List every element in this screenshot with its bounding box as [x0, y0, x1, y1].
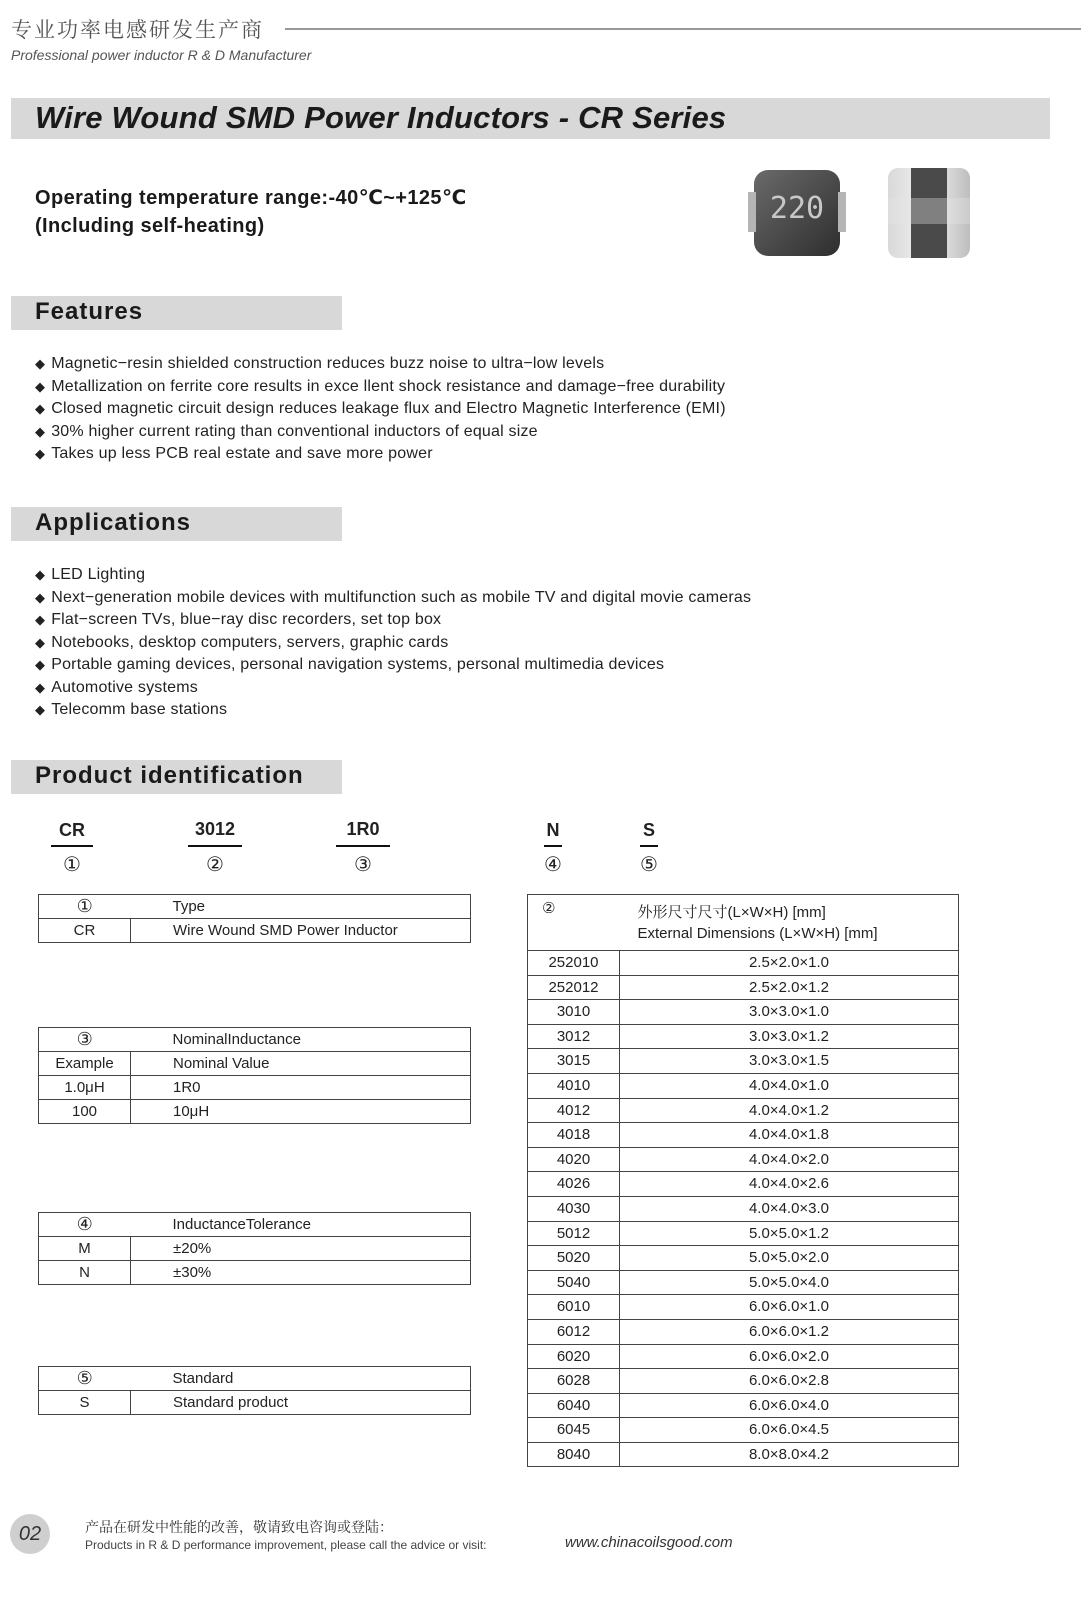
standard-table	[38, 1366, 471, 1415]
table-header-row: ② 外形尺寸尺寸(L×W×H) [mm] External Dimensions (L×W×H) [mm]	[528, 895, 959, 951]
dimension-code: 252010	[528, 951, 620, 976]
table-row	[528, 1024, 959, 1049]
list-item: ◆ Automotive systems	[35, 678, 198, 696]
table-row	[528, 1000, 959, 1025]
operating-temperature: Operating temperature range:-40℃~+125℃	[35, 187, 467, 209]
table-row: M ±20%	[39, 1237, 471, 1261]
diamond-bullet-icon: ◆	[35, 702, 46, 717]
dimension-code: 5020	[528, 1246, 620, 1271]
footer-english-note: Products in R & D performance improvement, please call the advice or visit:	[85, 1538, 487, 1552]
dimension-code: 4012	[528, 1098, 620, 1123]
list-item: ◆ Takes up less PCB real estate and save more power	[35, 445, 433, 462]
table-row	[528, 1418, 959, 1443]
applications-heading: Applications	[35, 509, 192, 536]
footer-chinese-note: 产品在研发中性能的改善，敬请致电咨询或登陆：	[85, 1520, 393, 1536]
diamond-bullet-icon: ◆	[35, 401, 46, 416]
list-item: ◆ Portable gaming devices, personal navigation systems, personal multimedia devices	[35, 656, 665, 673]
applications-list	[35, 564, 751, 722]
dimension-code: 3012	[528, 1024, 620, 1049]
dimension-code: 6045	[528, 1418, 620, 1443]
diamond-bullet-icon: ◆	[35, 589, 46, 605]
id-code-inductance: 1R0	[346, 819, 380, 839]
table-header-row: ① Type	[39, 895, 471, 919]
id-num: ⑤	[640, 852, 658, 876]
dimension-code: 5040	[528, 1270, 620, 1295]
table-header-row: ⑤ Standard	[39, 1367, 471, 1391]
id-code-size: 3012	[194, 819, 236, 839]
diamond-bullet-icon: ◆	[35, 657, 46, 672]
table-row	[528, 1270, 959, 1295]
table-row: S Standard product	[39, 1391, 471, 1415]
table-row	[528, 1221, 959, 1246]
dimension-value: 3.0×3.0×1.2	[620, 1024, 959, 1049]
list-item: ◆ Metallization on ferrite core results in exce llent shock resistance and damage−free durability	[35, 377, 726, 395]
table-row	[528, 1196, 959, 1221]
dimension-code: 5012	[528, 1221, 620, 1246]
diamond-bullet-icon: ◆	[35, 446, 46, 461]
type-table	[38, 894, 471, 943]
dimension-value: 4.0×4.0×3.0	[620, 1196, 959, 1221]
table-row: Example Nominal Value	[39, 1052, 471, 1076]
dimension-code: 4010	[528, 1073, 620, 1098]
table-row	[528, 1344, 959, 1369]
dimension-rows	[528, 951, 959, 1467]
dimension-value: 6.0×6.0×1.2	[620, 1319, 959, 1344]
footer-website-link[interactable]: www.chinacoilsgood.com	[565, 1534, 733, 1551]
table-row	[528, 1295, 959, 1320]
list-item: ◆ 30% higher current rating than conventional inductors of equal size	[35, 422, 538, 440]
dimension-value: 6.0×6.0×4.5	[620, 1418, 959, 1443]
diamond-bullet-icon: ◆	[35, 356, 46, 371]
table-row	[528, 1073, 959, 1098]
dimension-value: 4.0×4.0×2.0	[620, 1147, 959, 1172]
table-row	[528, 1147, 959, 1172]
table-row	[528, 951, 959, 976]
list-item: ◆ Closed magnetic circuit design reduces leakage flux and Electro Magnetic Interference (EMI)	[35, 400, 726, 417]
table-header-row: ③ NominalInductance	[39, 1028, 471, 1052]
id-num: ④	[544, 852, 562, 876]
id-num: ③	[354, 852, 372, 876]
list-item: ◆ Flat−screen TVs, blue−ray disc recorders, set top box	[35, 611, 442, 628]
dimension-value: 5.0×5.0×1.2	[620, 1221, 959, 1246]
dimension-code: 4018	[528, 1123, 620, 1148]
dimension-code: 6012	[528, 1319, 620, 1344]
diamond-bullet-icon: ◆	[35, 612, 46, 627]
id-underline	[544, 845, 562, 847]
diamond-bullet-icon: ◆	[35, 567, 46, 582]
diamond-bullet-icon: ◆	[35, 679, 46, 695]
product-photo	[748, 158, 983, 268]
table-row	[528, 975, 959, 1000]
header-rule	[285, 28, 1081, 30]
dimension-value: 6.0×6.0×2.0	[620, 1344, 959, 1369]
dimension-value: 4.0×4.0×1.0	[620, 1073, 959, 1098]
features-list	[35, 353, 726, 466]
dimension-value: 6.0×6.0×1.0	[620, 1295, 959, 1320]
dimension-value: 8.0×8.0×4.2	[620, 1442, 959, 1467]
dimension-code: 6040	[528, 1393, 620, 1418]
operating-note: (Including self-heating)	[35, 215, 265, 237]
list-item: ◆ Next−generation mobile devices with multifunction such as mobile TV and digital movie cameras	[35, 588, 752, 606]
header-english-slogan: Professional power inductor R & D Manufacturer	[11, 47, 312, 63]
list-item: ◆ Notebooks, desktop computers, servers, graphic cards	[35, 633, 449, 651]
dimension-code: 3015	[528, 1049, 620, 1074]
table-row	[528, 1049, 959, 1074]
dimension-value: 4.0×4.0×1.2	[620, 1098, 959, 1123]
id-underline	[188, 845, 242, 847]
table-row	[528, 1172, 959, 1197]
inductor-top-view	[748, 170, 846, 256]
diamond-bullet-icon: ◆	[35, 423, 46, 439]
diamond-bullet-icon: ◆	[35, 378, 46, 394]
dimension-header: 外形尺寸尺寸(L×W×H) [mm] External Dimensions (L×W×H) [mm]	[620, 895, 959, 951]
table-row	[528, 1319, 959, 1344]
id-underline	[640, 845, 658, 847]
table-row	[528, 1393, 959, 1418]
inductor-marking: 220	[769, 191, 825, 226]
dimension-value: 4.0×4.0×2.6	[620, 1172, 959, 1197]
dimension-value: 5.0×5.0×4.0	[620, 1270, 959, 1295]
identification-heading: Product identification	[35, 762, 304, 789]
table-header-row: ④ InductanceTolerance	[39, 1213, 471, 1237]
dimension-table	[527, 894, 959, 1467]
dimension-code: 6028	[528, 1369, 620, 1394]
list-item: ◆ LED Lighting	[35, 566, 146, 583]
table-row: N ±30%	[39, 1261, 471, 1285]
inductor-bottom-view	[888, 168, 970, 258]
dimension-code: 4020	[528, 1147, 620, 1172]
dimension-value: 3.0×3.0×1.0	[620, 1000, 959, 1025]
id-code-type: CR	[59, 820, 85, 840]
list-item: ◆ Magnetic−resin shielded construction reduces buzz noise to ultra−low levels	[35, 355, 605, 372]
id-code-tolerance: N	[546, 820, 560, 840]
dimension-value: 6.0×6.0×4.0	[620, 1393, 959, 1418]
table-row	[528, 1442, 959, 1467]
tolerance-table	[38, 1212, 471, 1285]
page-title: Wire Wound SMD Power Inductors - CR Series	[35, 100, 727, 135]
id-underline	[51, 845, 93, 847]
dimension-code: 4026	[528, 1172, 620, 1197]
id-code-standard: S	[642, 820, 655, 840]
table-row	[528, 1369, 959, 1394]
dimension-code: 4030	[528, 1196, 620, 1221]
features-heading: Features	[35, 298, 144, 325]
table-row: CR Wire Wound SMD Power Inductor	[39, 919, 471, 943]
dimension-code: 8040	[528, 1442, 620, 1467]
header-chinese-slogan: 专业功率电感研发生产商	[11, 18, 264, 42]
inductance-table	[38, 1027, 471, 1124]
dimension-value: 5.0×5.0×2.0	[620, 1246, 959, 1271]
dimension-value: 2.5×2.0×1.2	[620, 975, 959, 1000]
dimension-code: 6010	[528, 1295, 620, 1320]
table-row	[528, 1246, 959, 1271]
table-row	[528, 1123, 959, 1148]
dimension-code: 3010	[528, 1000, 620, 1025]
id-underline	[336, 845, 390, 847]
id-num: ①	[63, 852, 81, 876]
list-item: ◆ Telecomm base stations	[35, 701, 228, 718]
dimension-value: 4.0×4.0×1.8	[620, 1123, 959, 1148]
table-row: 100 10μH	[39, 1100, 471, 1124]
table-row	[528, 1098, 959, 1123]
table-row: 1.0μH 1R0	[39, 1076, 471, 1100]
dimension-code: 6020	[528, 1344, 620, 1369]
dimension-code: 252012	[528, 975, 620, 1000]
page-number: 02	[10, 1514, 50, 1554]
dimension-value: 3.0×3.0×1.5	[620, 1049, 959, 1074]
id-num: ②	[206, 852, 224, 876]
diamond-bullet-icon: ◆	[35, 634, 46, 650]
dimension-value: 2.5×2.0×1.0	[620, 951, 959, 976]
dimension-value: 6.0×6.0×2.8	[620, 1369, 959, 1394]
